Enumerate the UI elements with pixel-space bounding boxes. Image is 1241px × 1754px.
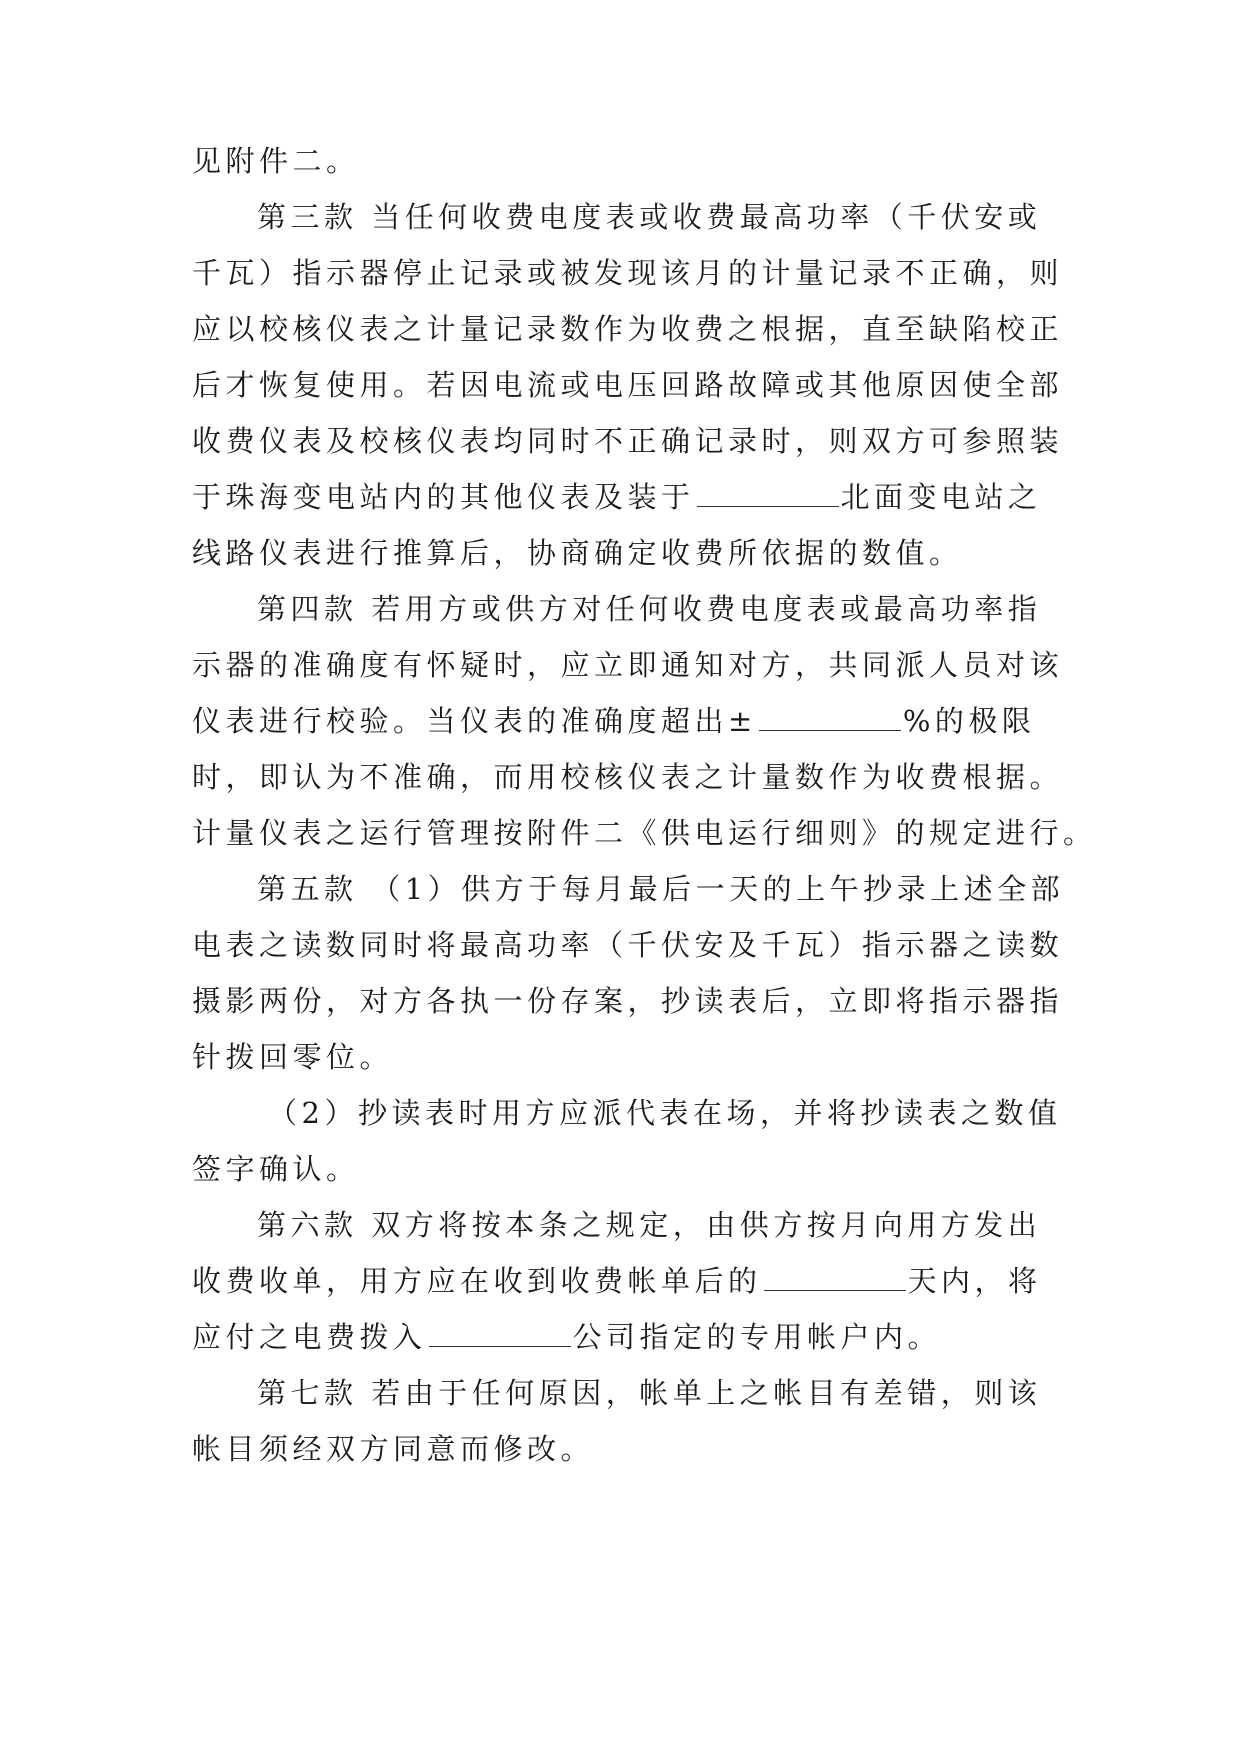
fill-in-blank[interactable] [764,1266,906,1291]
text-line: 千瓦）指示器停止记录或被发现该月的计量记录不正确，则 [192,256,1064,290]
clause-5-heading-line: 第五款 （1）供方于每月最后一天的上午抄录上述全部 [257,872,1065,906]
clause-3-heading-line: 第三款 当任何收费电度表或收费最高功率（千伏安或 [257,200,1042,234]
text-line: 应以校核仪表之计量记录数作为收费之根据，直至缺陷校正 [192,312,1064,346]
text-line: 签字确认。 [192,1152,360,1186]
text-line: 应付之电费拨入 公司指定的专用帐户内。 [192,1320,942,1354]
text-line: 于珠海变电站内的其他仪表及装于 北面变电站之 [192,480,1042,514]
text-line: 计量仪表之运行管理按附件二《供电运行细则》的规定进行。 [192,816,1097,850]
text-line: 时，即认为不准确，而用校核仪表之计量数作为收费根据。 [192,760,1064,794]
clause-6-heading-line: 第六款 双方将按本条之规定，由供方按月向用方发出 [257,1208,1042,1242]
clause-4-heading-line: 第四款 若用方或供方对任何收费电度表或最高功率指 [257,592,1042,626]
text-line: 针拨回零位。 [192,1040,394,1074]
text-line: 示器的准确度有怀疑时，应立即通知对方，共同派人员对该 [192,648,1064,682]
fill-in-blank[interactable] [429,1322,571,1347]
text-line: 收费收单，用方应在收到收费帐单后的 天内，将 [192,1264,1042,1298]
text-line: 收费仪表及校核仪表均同时不正确记录时，则双方可参照装 [192,424,1064,458]
text-line: 帐目须经双方同意而修改。 [192,1432,595,1466]
text-line: 摄影两份，对方各执一份存案，抄读表后，立即将指示器指 [192,984,1064,1018]
fill-in-blank[interactable] [697,482,839,507]
text-line: 见附件二。 [192,144,360,178]
fill-in-blank[interactable] [759,706,901,731]
text-line: 电表之读数同时将最高功率（千伏安及千瓦）指示器之读数 [192,928,1064,962]
text-line: 后才恢复使用。若因电流或电压回路故障或其他原因使全部 [192,368,1064,402]
text-line: 线路仪表进行推算后，协商确定收费所依据的数值。 [192,536,963,570]
clause-5-item-2-line: （2）抄读表时用方应派代表在场，并将抄读表之数值 [268,1096,1062,1130]
clause-7-heading-line: 第七款 若由于任何原因，帐单上之帐目有差错，则该 [257,1376,1042,1410]
text-line: 仪表进行校验。当仪表的准确度超出± %的极限 [192,704,1036,738]
